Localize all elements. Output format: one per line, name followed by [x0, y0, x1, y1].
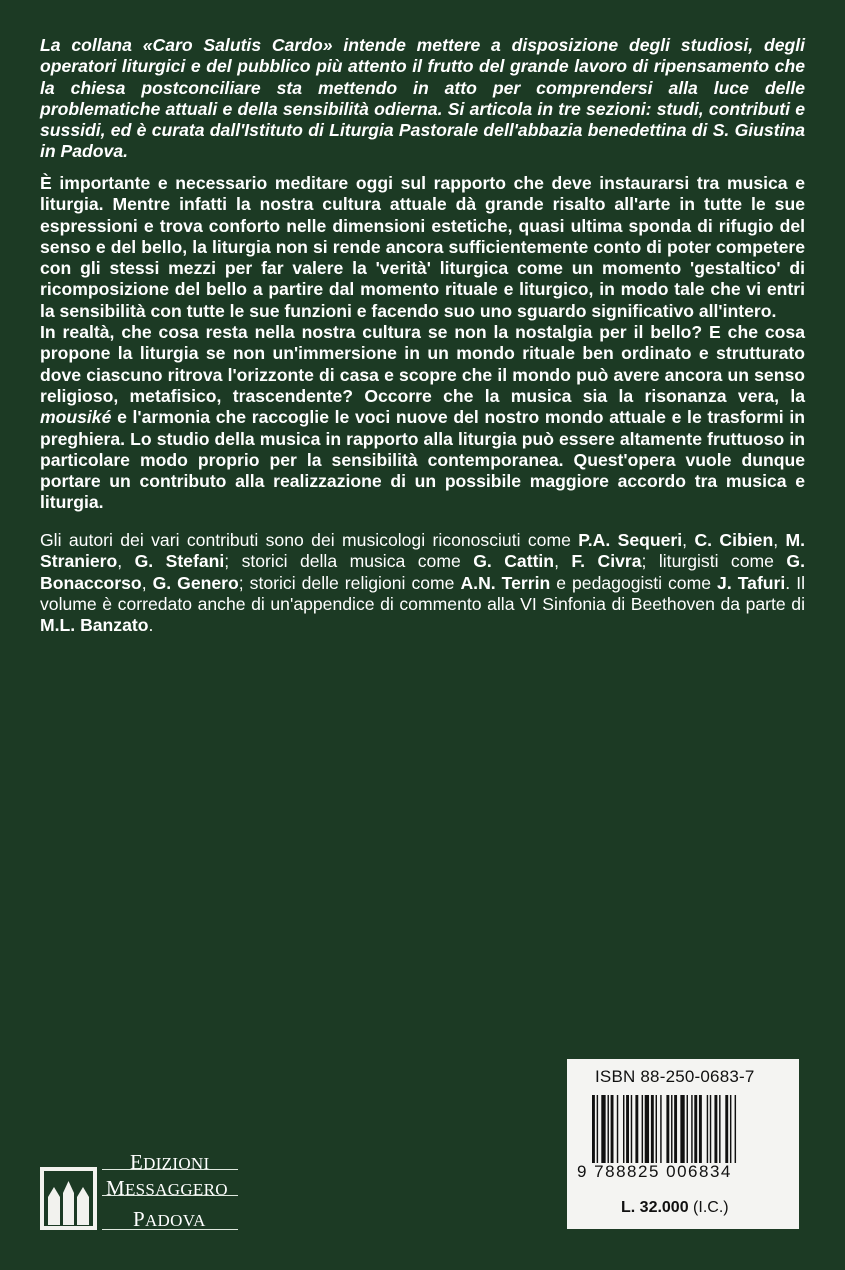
barcode-bar — [651, 1095, 654, 1163]
barcode-bar — [719, 1095, 720, 1163]
isbn-number: ISBN 88-250-0683-7 — [595, 1067, 755, 1086]
isbn-label — [567, 1059, 799, 1229]
mousike-term: mousiké — [40, 407, 112, 428]
barcode-bar — [611, 1095, 614, 1163]
price: L. 32.000 (I.C.) — [621, 1199, 729, 1216]
author-name: G. Bonaccorso — [40, 551, 805, 593]
barcode-bar — [699, 1095, 702, 1163]
barcode-bar — [592, 1095, 595, 1163]
description-paragraph-2: In realtà, che cosa resta nella nostra cultura se non la nostalgia per il bello? E che cosa propone la liturgia se non un'immersione in un mondo rituale ben ordinato e strutturato dove ciascuno ritrova l'orizzonte di casa e scopre che il mondo può avere ancora un senso religioso, metafisico, trascendente? Occorre che la musica sia la risonanza vera, la mousiké e l'armonia che raccoglie le voci nuove del nostro mondo attuale e le trasformi in preghiera. Lo studio della musica in rapporto alla liturgia può essere altamente fruttuoso in particolare modo proprio per la sensibilità contemporanea. Quest'opera vuole dunque portare un contributo alla realizzazione di un possibile maggiore accordo tra musica e liturgia. — [40, 322, 805, 513]
publisher-logo-block — [40, 1145, 250, 1235]
barcode-bar — [642, 1095, 643, 1163]
barcode-bar — [691, 1095, 692, 1163]
barcode-bar — [671, 1095, 672, 1163]
barcode-bar — [626, 1095, 629, 1163]
author-name: A.N. Terrin — [460, 572, 551, 593]
barcode-bar — [601, 1095, 605, 1163]
barcode-bar — [617, 1095, 618, 1163]
barcode-bar — [660, 1095, 661, 1163]
barcode-bar — [631, 1095, 632, 1163]
barcode-bar — [645, 1095, 649, 1163]
barcode-bar — [635, 1095, 638, 1163]
barcode-bar — [735, 1095, 736, 1163]
author-name: G. Genero — [152, 572, 239, 593]
barcode-bar — [623, 1095, 624, 1163]
publisher-line-2: MESSAGGERO — [106, 1176, 228, 1200]
barcode-bar — [656, 1095, 657, 1163]
publisher-line-3: PADOVA — [133, 1207, 206, 1231]
author-name: F. Civra — [571, 551, 642, 572]
author-name: J. Tafuri — [717, 572, 786, 593]
barcode-bar — [687, 1095, 688, 1163]
description-paragraph-1: È importante e necessario meditare oggi sul rapporto che deve instaurarsi tra musica e liturgia. Mentre infatti la nostra cultura attuale dà grande risalto all'arte in tutte le sue espressioni e trova conforto nelle dimensioni estetiche, quasi ultima sponda di rifugio del senso e del bello, la liturgia non si rende ancora sufficientemente conto di poter competere con gli stessi mezzi per far valere la 'verità' liturgica come un momento 'gestaltico' di ricomposizione del bello a partire dal momento rituale e liturgico, in modo tale che vi entri la sensibilità con tutte le sue funzioni e facendo suo uno sguardo significativo all'intero. — [40, 173, 805, 321]
barcode-bar — [680, 1095, 684, 1163]
authors-paragraph: Gli autori dei vari contributi sono dei musicologi riconosciuti come P.A. Sequeri, C. Cibien, M. Straniero, G. Stefani; storici della musica come G. Cattin, F. Civra; liturgisti come G. Bonaccorso, G. Genero; storici delle religioni come A.N. Terrin e pedagogisti come J. Tafuri. Il volume è corredato anche di un'appendice di commento alla VI Sinfonia di Beethoven da parte di M.L. Banzato. — [40, 530, 806, 636]
series-description: La collana «Caro Salutis Cardo» intende mettere a disposizione degli studiosi, degli operatori liturgici e del pubblico più attento il frutto del grande lavoro di ripensamento che la chiesa postconciliare sta mettendo in atto per comprendersi alla luce delle problematiche attuali e della sensibilità odierna. Si articola in tre sezioni: studi, contributi e sussidi, ed è curata dall'Istituto di Liturgia Pastorale dell'abbazia benedettina di S. Giustina in Padova. — [40, 35, 805, 162]
barcode-bar — [694, 1095, 697, 1163]
barcode-bar — [674, 1095, 677, 1163]
publisher-logo-icon — [40, 1167, 97, 1230]
barcode-bar — [707, 1095, 708, 1163]
barcode-bar — [608, 1095, 609, 1163]
barcode-bar — [730, 1095, 731, 1163]
publisher-line-1: EDIZIONI — [130, 1150, 210, 1174]
author-name: M.L. Banzato — [40, 615, 149, 636]
barcode-bar — [597, 1095, 598, 1163]
barcode-icon — [592, 1095, 782, 1163]
author-name: G. Cattin — [473, 551, 555, 572]
barcode-bar — [710, 1095, 711, 1163]
barcode-digits: 9 788825 006834 — [577, 1162, 732, 1181]
author-name: G. Stefani — [134, 551, 225, 572]
author-name: M. Straniero — [40, 530, 806, 572]
barcode-bar — [666, 1095, 669, 1163]
author-name: C. Cibien — [694, 530, 774, 550]
book-description — [40, 173, 805, 514]
barcode-bar — [725, 1095, 728, 1163]
author-name: P.A. Sequeri — [578, 530, 683, 550]
barcode-bar — [714, 1095, 717, 1163]
